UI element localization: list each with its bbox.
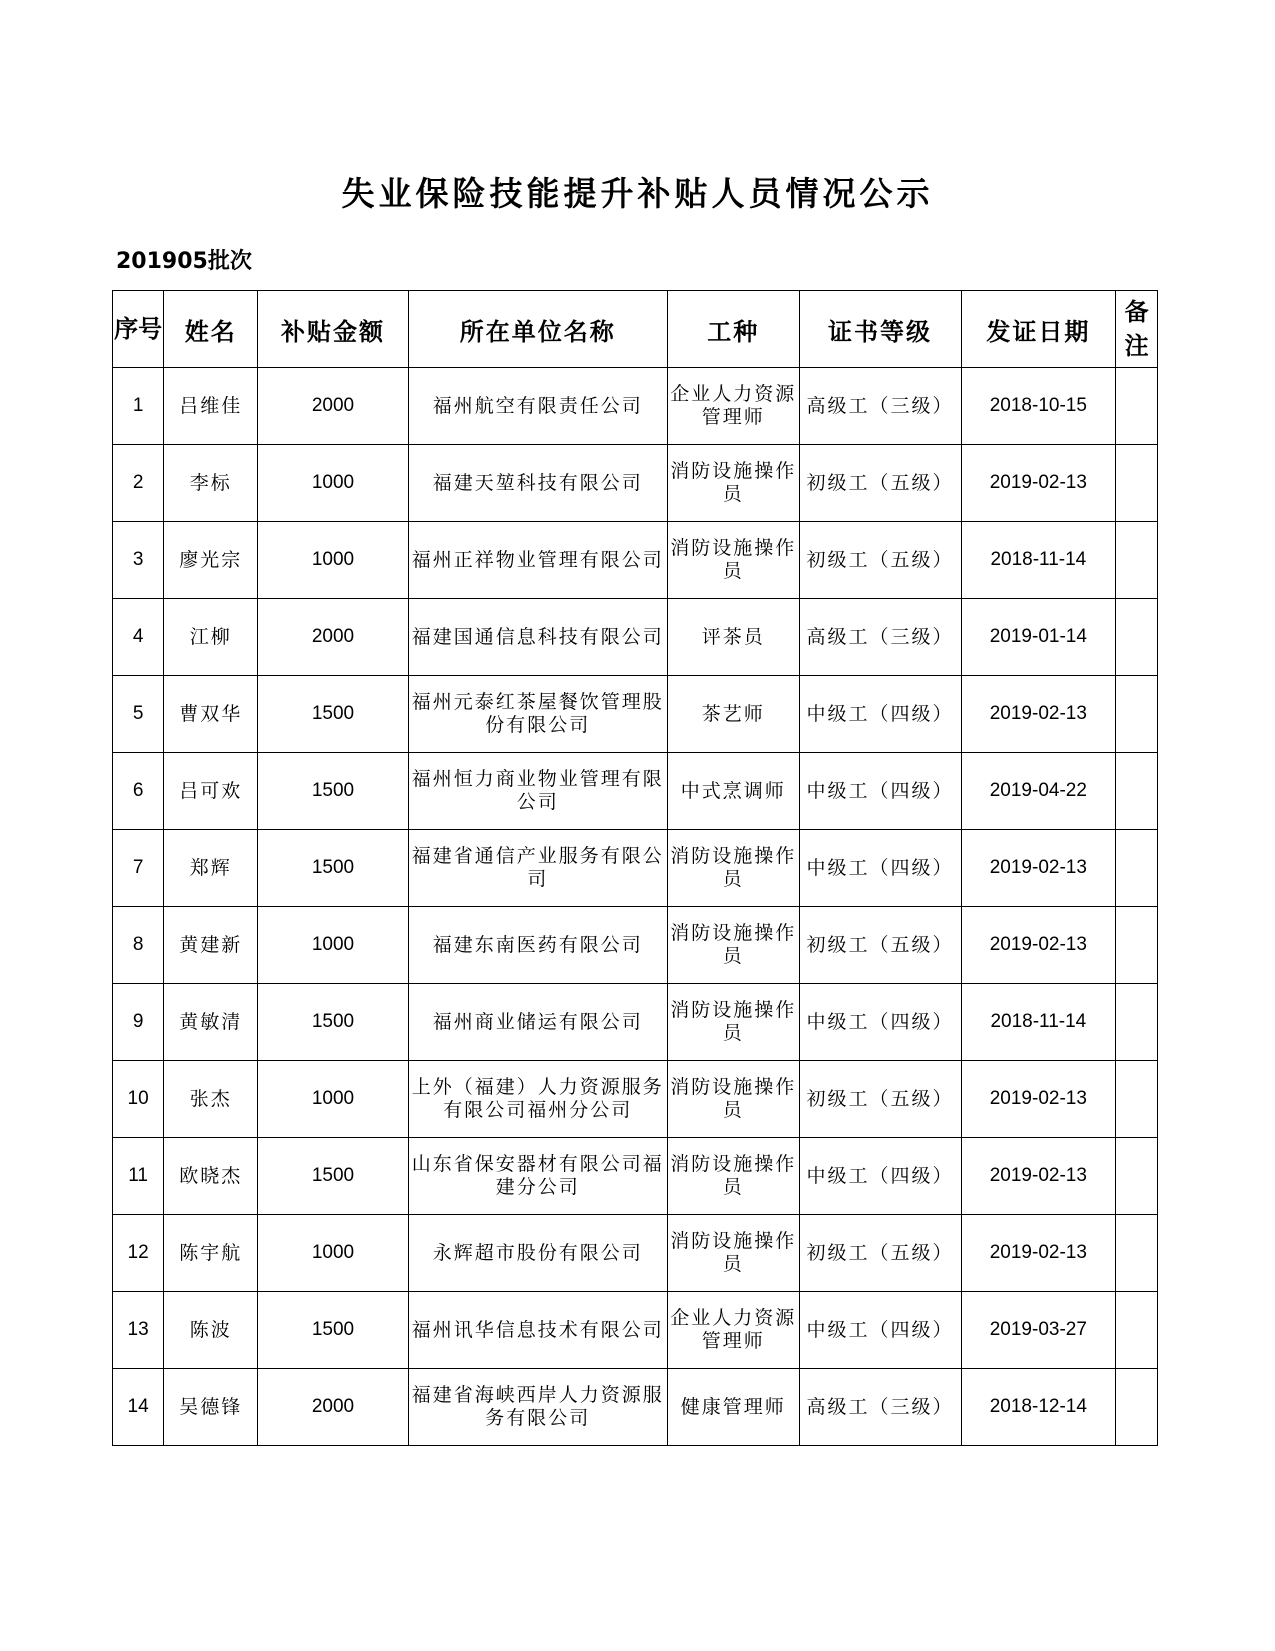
- table-row: [113, 599, 1158, 676]
- cell-employer: 福州讯华信息技术有限公司: [408, 1292, 667, 1369]
- cell-level: 中级工（四级）: [799, 1292, 961, 1369]
- cell-date: 2019-02-13: [961, 830, 1116, 907]
- col-header-remark: 备注: [1116, 291, 1158, 368]
- cell-no: 9: [113, 984, 164, 1061]
- cell-employer: 永辉超市股份有限公司: [408, 1215, 667, 1292]
- cell-employer: 福州元泰红茶屋餐饮管理股份有限公司: [408, 676, 667, 753]
- cell-occupation: 消防设施操作员: [667, 1138, 799, 1215]
- cell-name: 张杰: [164, 1061, 258, 1138]
- cell-level: 高级工（三级）: [799, 368, 961, 445]
- cell-amount: 1000: [258, 1215, 408, 1292]
- col-header-employer: 所在单位名称: [408, 291, 667, 368]
- cell-level: 中级工（四级）: [799, 984, 961, 1061]
- cell-remark: [1116, 753, 1158, 830]
- cell-occupation: 评茶员: [667, 599, 799, 676]
- cell-level: 中级工（四级）: [799, 830, 961, 907]
- cell-date: 2018-11-14: [961, 984, 1116, 1061]
- cell-level: 中级工（四级）: [799, 676, 961, 753]
- table-row: [113, 676, 1158, 753]
- cell-no: 6: [113, 753, 164, 830]
- table-row: [113, 1292, 1158, 1369]
- cell-level: 初级工（五级）: [799, 445, 961, 522]
- table-row: [113, 1138, 1158, 1215]
- cell-amount: 1000: [258, 522, 408, 599]
- cell-occupation: 消防设施操作员: [667, 522, 799, 599]
- cell-amount: 1000: [258, 907, 408, 984]
- cell-date: 2019-02-13: [961, 1061, 1116, 1138]
- cell-name: 江柳: [164, 599, 258, 676]
- cell-name: 陈波: [164, 1292, 258, 1369]
- cell-date: 2019-01-14: [961, 599, 1116, 676]
- cell-amount: 1500: [258, 984, 408, 1061]
- cell-no: 3: [113, 522, 164, 599]
- table-row: [113, 984, 1158, 1061]
- cell-name: 黄建新: [164, 907, 258, 984]
- cell-remark: [1116, 984, 1158, 1061]
- cell-remark: [1116, 445, 1158, 522]
- cell-occupation: 消防设施操作员: [667, 830, 799, 907]
- cell-employer: 福建东南医药有限公司: [408, 907, 667, 984]
- cell-date: 2019-02-13: [961, 1215, 1116, 1292]
- cell-date: 2019-02-13: [961, 907, 1116, 984]
- table-row: [113, 522, 1158, 599]
- cell-date: 2019-03-27: [961, 1292, 1116, 1369]
- cell-no: 13: [113, 1292, 164, 1369]
- table-row: [113, 368, 1158, 445]
- cell-amount: 2000: [258, 1369, 408, 1446]
- cell-employer: 福建国通信息科技有限公司: [408, 599, 667, 676]
- cell-employer: 福州商业储运有限公司: [408, 984, 667, 1061]
- cell-level: 初级工（五级）: [799, 1061, 961, 1138]
- col-header-name: 姓名: [164, 291, 258, 368]
- cell-remark: [1116, 368, 1158, 445]
- cell-amount: 2000: [258, 368, 408, 445]
- cell-date: 2018-11-14: [961, 522, 1116, 599]
- cell-occupation: 茶艺师: [667, 676, 799, 753]
- header-row: [113, 291, 1158, 368]
- cell-name: 廖光宗: [164, 522, 258, 599]
- cell-employer: 福建省通信产业服务有限公司: [408, 830, 667, 907]
- cell-no: 1: [113, 368, 164, 445]
- cell-no: 7: [113, 830, 164, 907]
- cell-employer: 上外（福建）人力资源服务有限公司福州分公司: [408, 1061, 667, 1138]
- table-row: [113, 1215, 1158, 1292]
- cell-employer: 福州恒力商业物业管理有限公司: [408, 753, 667, 830]
- col-header-level: 证书等级: [799, 291, 961, 368]
- cell-remark: [1116, 599, 1158, 676]
- cell-date: 2019-04-22: [961, 753, 1116, 830]
- cell-amount: 1500: [258, 753, 408, 830]
- cell-no: 10: [113, 1061, 164, 1138]
- cell-no: 5: [113, 676, 164, 753]
- cell-remark: [1116, 1061, 1158, 1138]
- cell-employer: 福建省海峡西岸人力资源服务有限公司: [408, 1369, 667, 1446]
- table-row: [113, 1061, 1158, 1138]
- cell-date: 2019-02-13: [961, 676, 1116, 753]
- cell-level: 高级工（三级）: [799, 599, 961, 676]
- col-header-date: 发证日期: [961, 291, 1116, 368]
- table-row: [113, 907, 1158, 984]
- cell-remark: [1116, 676, 1158, 753]
- cell-amount: 2000: [258, 599, 408, 676]
- cell-name: 郑辉: [164, 830, 258, 907]
- cell-date: 2018-12-14: [961, 1369, 1116, 1446]
- cell-occupation: 消防设施操作员: [667, 907, 799, 984]
- table-row: [113, 445, 1158, 522]
- cell-date: 2018-10-15: [961, 368, 1116, 445]
- cell-level: 初级工（五级）: [799, 907, 961, 984]
- cell-name: 黄敏清: [164, 984, 258, 1061]
- cell-amount: 1500: [258, 830, 408, 907]
- cell-no: 11: [113, 1138, 164, 1215]
- cell-level: 中级工（四级）: [799, 753, 961, 830]
- cell-amount: 1500: [258, 676, 408, 753]
- cell-date: 2019-02-13: [961, 445, 1116, 522]
- cell-remark: [1116, 907, 1158, 984]
- cell-amount: 1500: [258, 1292, 408, 1369]
- cell-remark: [1116, 830, 1158, 907]
- col-header-no: 序号: [113, 291, 164, 368]
- cell-employer: 福州正祥物业管理有限公司: [408, 522, 667, 599]
- cell-name: 吕可欢: [164, 753, 258, 830]
- cell-amount: 1500: [258, 1138, 408, 1215]
- cell-level: 初级工（五级）: [799, 522, 961, 599]
- cell-employer: 福建天堃科技有限公司: [408, 445, 667, 522]
- cell-date: 2019-02-13: [961, 1138, 1116, 1215]
- cell-amount: 1000: [258, 1061, 408, 1138]
- table-row: [113, 830, 1158, 907]
- cell-remark: [1116, 1215, 1158, 1292]
- batch-label: 201905批次: [116, 249, 252, 274]
- cell-remark: [1116, 1369, 1158, 1446]
- table-row: [113, 1369, 1158, 1446]
- cell-remark: [1116, 1138, 1158, 1215]
- cell-no: 12: [113, 1215, 164, 1292]
- cell-no: 4: [113, 599, 164, 676]
- cell-amount: 1000: [258, 445, 408, 522]
- cell-employer: 山东省保安器材有限公司福建分公司: [408, 1138, 667, 1215]
- page-title: 失业保险技能提升补贴人员情况公示: [341, 174, 934, 213]
- table-row: [113, 753, 1158, 830]
- cell-occupation: 企业人力资源管理师: [667, 1292, 799, 1369]
- cell-name: 吕维佳: [164, 368, 258, 445]
- cell-occupation: 消防设施操作员: [667, 445, 799, 522]
- cell-level: 中级工（四级）: [799, 1138, 961, 1215]
- cell-name: 欧晓杰: [164, 1138, 258, 1215]
- cell-name: 曹双华: [164, 676, 258, 753]
- cell-no: 8: [113, 907, 164, 984]
- cell-remark: [1116, 1292, 1158, 1369]
- cell-no: 14: [113, 1369, 164, 1446]
- cell-occupation: 健康管理师: [667, 1369, 799, 1446]
- cell-name: 陈宇航: [164, 1215, 258, 1292]
- cell-occupation: 消防设施操作员: [667, 984, 799, 1061]
- cell-remark: [1116, 522, 1158, 599]
- col-header-occupation: 工种: [667, 291, 799, 368]
- cell-employer: 福州航空有限责任公司: [408, 368, 667, 445]
- cell-occupation: 消防设施操作员: [667, 1061, 799, 1138]
- cell-occupation: 企业人力资源管理师: [667, 368, 799, 445]
- cell-level: 高级工（三级）: [799, 1369, 961, 1446]
- cell-level: 初级工（五级）: [799, 1215, 961, 1292]
- cell-no: 2: [113, 445, 164, 522]
- col-header-amount: 补贴金额: [258, 291, 408, 368]
- cell-occupation: 消防设施操作员: [667, 1215, 799, 1292]
- roster-table: [112, 290, 1158, 1446]
- cell-name: 吴德锋: [164, 1369, 258, 1446]
- cell-occupation: 中式烹调师: [667, 753, 799, 830]
- cell-name: 李标: [164, 445, 258, 522]
